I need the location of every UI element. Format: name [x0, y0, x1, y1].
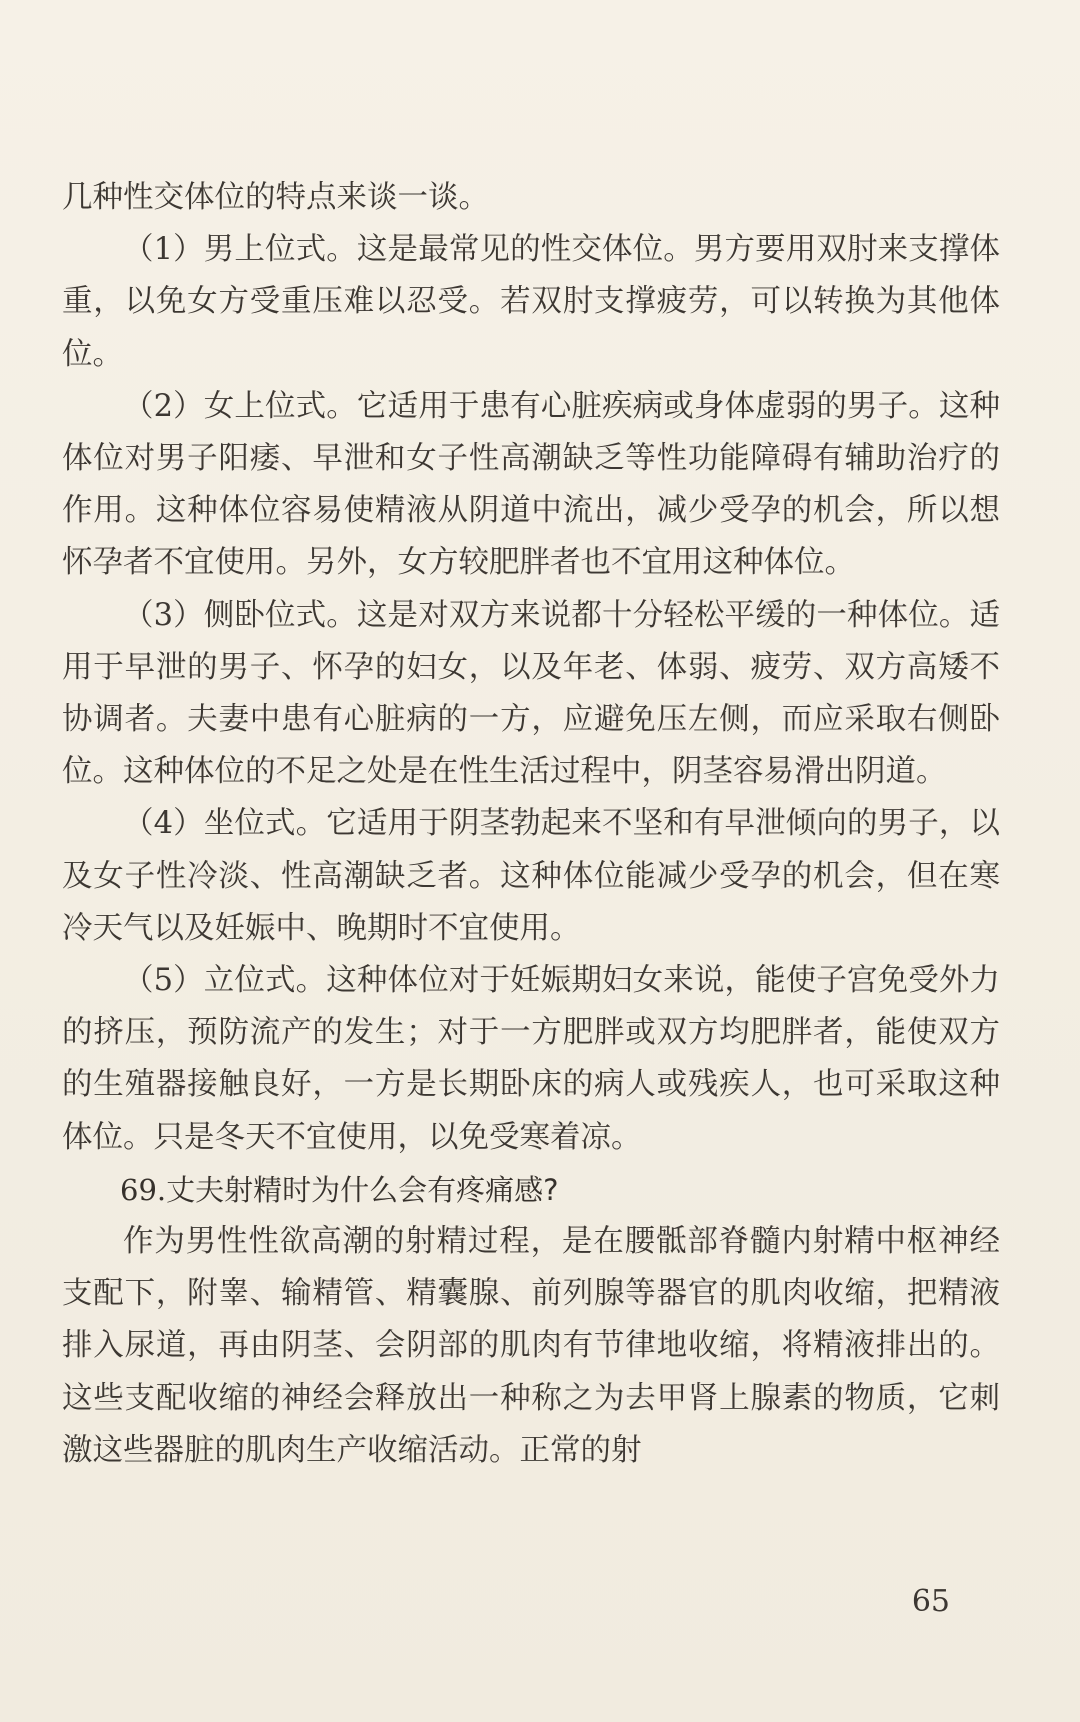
paragraph-sitting-position: （4）坐位式。它适用于阴茎勃起来不坚和有早泄倾向的男子，以及女子性冷淡、性高潮缺乏者。这种体位能减少受孕的机会，但在寒冷天气以及妊娠中、晚期时不宜使用。 — [62, 806, 1000, 946]
paragraph-continuation: 几种性交体位的特点来谈一谈。 — [62, 180, 489, 215]
question-number: 69. — [120, 1172, 167, 1207]
body-text — [62, 172, 1000, 1477]
paragraph-male-top-position: （1）男上位式。这是最常见的性交体位。男方要用双肘来支撑体重，以免女方受重压难以忍受。若双肘支撑疲劳，可以转换为其他体位。 — [62, 232, 1000, 372]
paragraph-standing-position: （5）立位式。这种体位对于妊娠期妇女来说，能使子宫免受外力的挤压，预防流产的发生；对于一方肥胖或双方均肥胖者，能使双方的生殖器接触良好，一方是长期卧床的病人或残疾人，也可采取这种体位。只是冬天不宜使用，以免受寒着凉。 — [62, 963, 1000, 1155]
question-heading — [62, 1164, 1000, 1216]
page-number: 65 — [911, 1584, 950, 1619]
question-title: 丈夫射精时为什么会有疼痛感? — [166, 1172, 559, 1207]
paragraph-female-top-position: （2）女上位式。它适用于患有心脏疾病或身体虚弱的男子。这种体位对男子阳痿、早泄和女子性高潮缺乏等性功能障碍有辅助治疗的作用。这种体位容易使精液从阴道中流出，减少受孕的机会，所以想怀孕者不宜使用。另外，女方较肥胖者也不宜用这种体位。 — [62, 388, 1000, 581]
paragraph-side-lying-position: （3）侧卧位式。这是对双方来说都十分轻松平缓的一种体位。适用于早泄的男子、怀孕的妇女，以及年老、体弱、疲劳、双方高矮不协调者。夫妻中患有心脏病的一方，应避免压左侧，而应采取右侧卧位。这种体位的不足之处是在性生活过程中，阴茎容易滑出阴道。 — [62, 597, 1000, 790]
answer-paragraph: 作为男性性欲高潮的射精过程，是在腰骶部脊髓内射精中枢神经支配下，附睾、输精管、精囊腺、前列腺等器官的肌肉收缩，把精液排入尿道，再由阴茎、会阴部的肌肉有节律地收缩，将精液排出的。这些支配收缩的神经会释放出一种称之为去甲肾上腺素的物质，它刺激这些器脏的肌肉生产收缩活动。正常的射 — [62, 1224, 1000, 1468]
